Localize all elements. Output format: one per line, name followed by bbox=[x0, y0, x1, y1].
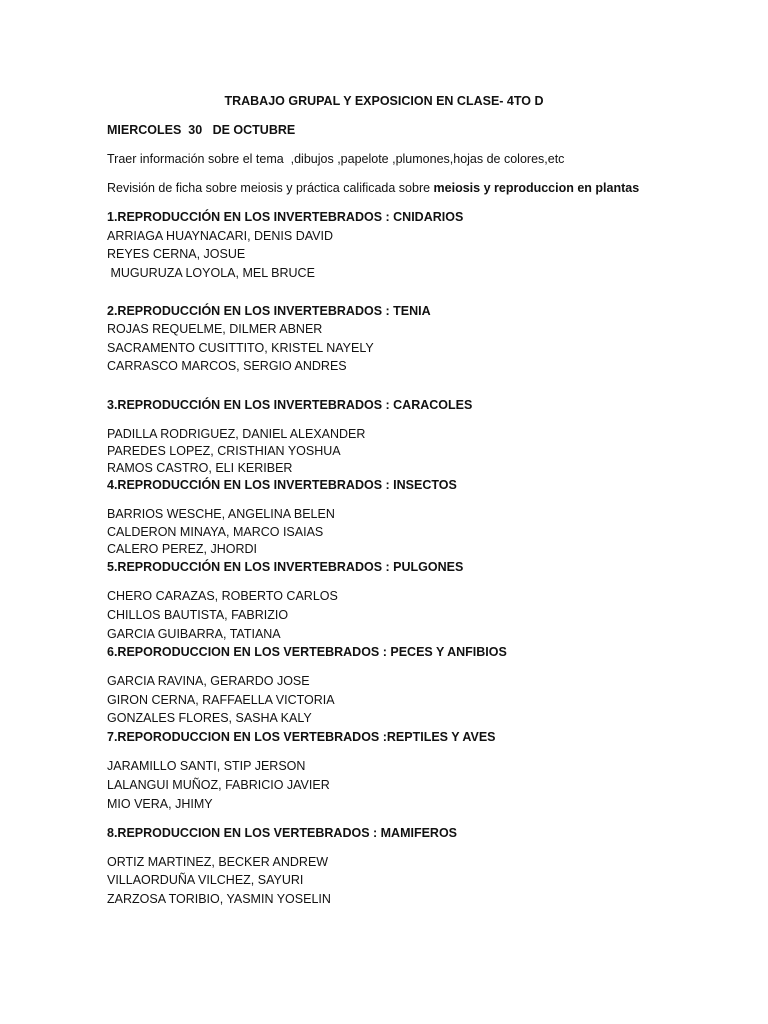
group-member: GIRON CERNA, RAFFAELLA VICTORIA bbox=[107, 693, 335, 707]
group-member: PADILLA RODRIGUEZ, DANIEL ALEXANDER bbox=[107, 427, 366, 441]
group-heading: 8.REPRODUCCION EN LOS VERTEBRADOS : MAMIFEROS bbox=[107, 826, 458, 840]
group-member: ZARZOSA TORIBIO, YASMIN YOSELIN bbox=[107, 892, 331, 906]
group-member: MIO VERA, JHIMY bbox=[107, 797, 213, 811]
group-member: ROJAS REQUELME, DILMER ABNER bbox=[107, 322, 323, 336]
group-heading: 3.REPRODUCCIÓN EN LOS INVERTEBRADOS : CARACOLES bbox=[107, 398, 473, 412]
group-member: CHILLOS BAUTISTA, FABRIZIO bbox=[107, 608, 289, 622]
group-member: JARAMILLO SANTI, STIP JERSON bbox=[107, 759, 306, 773]
group-member: ARRIAGA HUAYNACARI, DENIS DAVID bbox=[107, 229, 333, 243]
group-member: VILLAORDUÑA VILCHEZ, SAYURI bbox=[107, 873, 304, 887]
group-member: GARCIA GUIBARRA, TATIANA bbox=[107, 627, 281, 641]
group-heading: 1.REPRODUCCIÓN EN LOS INVERTEBRADOS : CNIDARIOS bbox=[107, 210, 464, 224]
group-member: BARRIOS WESCHE, ANGELINA BELEN bbox=[107, 507, 335, 521]
group-member: GARCIA RAVINA, GERARDO JOSE bbox=[107, 674, 310, 688]
group-member: RAMOS CASTRO, ELI KERIBER bbox=[107, 461, 293, 475]
group-member: SACRAMENTO CUSITTITO, KRISTEL NAYELY bbox=[107, 341, 374, 355]
instruction-review-topic: meiosis y reproduccion en plantas bbox=[433, 181, 640, 195]
group-member: PAREDES LOPEZ, CRISTHIAN YOSHUA bbox=[107, 444, 341, 458]
document-title: TRABAJO GRUPAL Y EXPOSICION EN CLASE- 4TO D bbox=[224, 94, 544, 108]
instruction-materials: Traer información sobre el tema ,dibujos ,papelote ,plumones,hojas de colores,etc bbox=[107, 152, 565, 166]
group-member: CARRASCO MARCOS, SERGIO ANDRES bbox=[107, 359, 347, 373]
group-member: GONZALES FLORES, SASHA KALY bbox=[107, 711, 312, 725]
date-line: MIERCOLES 30 DE OCTUBRE bbox=[107, 123, 296, 137]
group-member: REYES CERNA, JOSUE bbox=[107, 247, 246, 261]
group-member: MUGURUZA LOYOLA, MEL BRUCE bbox=[107, 266, 315, 280]
group-heading: 7.REPORODUCCION EN LOS VERTEBRADOS :REPTILES Y AVES bbox=[107, 730, 496, 744]
group-heading: 5.REPRODUCCIÓN EN LOS INVERTEBRADOS : PULGONES bbox=[107, 560, 464, 574]
group-heading: 4.REPRODUCCIÓN EN LOS INVERTEBRADOS : INSECTOS bbox=[107, 478, 457, 492]
instruction-review bbox=[107, 180, 639, 196]
group-member: CHERO CARAZAS, ROBERTO CARLOS bbox=[107, 589, 338, 603]
group-member: LALANGUI MUÑOZ, FABRICIO JAVIER bbox=[107, 778, 330, 792]
group-member: CALERO PEREZ, JHORDI bbox=[107, 542, 258, 556]
group-member: CALDERON MINAYA, MARCO ISAIAS bbox=[107, 525, 324, 539]
instruction-review-text: Revisión de ficha sobre meiosis y práctica calificada sobre bbox=[107, 181, 434, 195]
group-heading: 2.REPRODUCCIÓN EN LOS INVERTEBRADOS : TENIA bbox=[107, 304, 431, 318]
group-heading: 6.REPORODUCCION EN LOS VERTEBRADOS : PECES Y ANFIBIOS bbox=[107, 645, 507, 659]
group-member: ORTIZ MARTINEZ, BECKER ANDREW bbox=[107, 855, 329, 869]
